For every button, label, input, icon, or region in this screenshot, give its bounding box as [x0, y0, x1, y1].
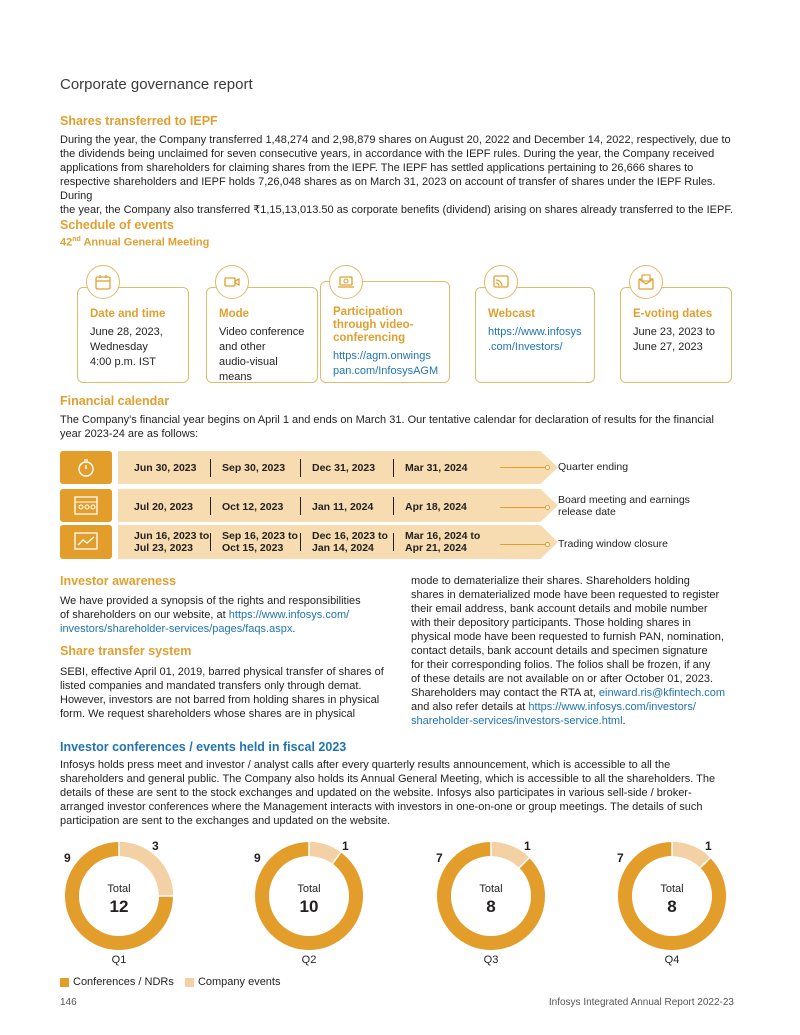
calendar-cell-line: Oct 15, 2023: [222, 542, 284, 554]
transfer-paragraph-continued: [411, 574, 751, 728]
investor-service-link[interactable]: https://www.infosys.com/investors/: [528, 701, 696, 713]
event-title: Webcast: [488, 308, 536, 320]
donut-value-events: 3: [152, 839, 159, 853]
calendar-cell-line: Sep 16, 2023 to: [222, 530, 298, 542]
calendar-divider: [210, 533, 211, 551]
conferences-heading: Investor conferences / events held in fiscal 2023: [60, 740, 347, 754]
donut-value-conferences: 9: [64, 851, 71, 865]
event-title: E-voting dates: [633, 308, 713, 320]
donut-total-label: Total: [107, 883, 131, 895]
awareness-line: We have provided a synopsis of the rights and responsibilities: [60, 595, 361, 607]
calendar-row-label-line: release date: [558, 506, 616, 518]
conferences-line: Infosys holds press meet and investor / analyst calls after every quarterly results announcement, which is accessible to all the: [60, 759, 671, 771]
donut-quarter-label: Q4: [664, 954, 680, 966]
donut-value-events: 1: [524, 839, 531, 853]
conferences-line: shareholders and general public. The Company also holds its Annual General Meeting, which is accessible to all the shareholders. The: [60, 773, 716, 785]
event-title: Mode: [219, 308, 250, 320]
legend-swatch-events: [185, 978, 194, 987]
calendar-cell: Mar 31, 2024: [405, 462, 468, 474]
calendar-row-trading: [60, 525, 510, 559]
transfer-line: form. We request shareholders whose shares are in physical: [60, 708, 356, 720]
transfer-line: their email address, bank account details and mobile number: [411, 603, 708, 615]
video-camera-icon: [215, 265, 249, 299]
iepf-heading: Shares transferred to IEPF: [60, 114, 218, 128]
calendar-row-label: Trading window closure: [558, 538, 668, 550]
transfer-line: listed companies and mandated transfers only through demat.: [60, 680, 362, 692]
page-section-title: Corporate governance report: [60, 76, 253, 93]
donut-total: [461, 883, 521, 917]
iepf-line: the year, the Company also transferred ₹1,15,13,013.50 as corporate benefits (dividend) arising on shares already transferred to the IEPF.: [60, 204, 733, 216]
donut-quarter-label: Q2: [301, 954, 317, 966]
webcast-link[interactable]: https://www.infosys: [488, 326, 582, 338]
calendar-row-label: [558, 494, 690, 518]
calendar-row-board: [60, 489, 510, 522]
awareness-heading: Investor awareness: [60, 574, 177, 588]
calendar-icon: [86, 265, 120, 299]
calendar-divider: [393, 533, 394, 551]
donut-total: [89, 883, 149, 917]
chart-legend: [60, 976, 280, 988]
callout-line: [500, 507, 546, 508]
calendar-divider: [300, 533, 301, 551]
transfer-heading: Share transfer system: [60, 644, 192, 658]
calendar-cell: [405, 530, 480, 554]
calendar-divider: [300, 459, 301, 477]
investor-service-link[interactable]: shareholder-services/investors-service.html: [411, 715, 623, 727]
faq-link[interactable]: investors/shareholder-services/pages/faqs.aspx: [60, 623, 293, 635]
calendar-cell: Sep 30, 2023: [222, 462, 286, 474]
calendar-row-label: Quarter ending: [558, 461, 629, 473]
event-line: Video conference: [219, 326, 305, 338]
report-title: Infosys Integrated Annual Report 2022-23: [548, 997, 734, 1008]
trading-chart-icon: [60, 525, 112, 559]
calendar-cell-line: Jun 16, 2023 to: [134, 530, 210, 542]
event-line: audio-visual means: [219, 356, 278, 383]
iepf-line: During the year, the Company transferred 1,48,274 and 2,98,879 shares on August 20, 2022 and December 14, 2022, respectively, due to: [60, 134, 731, 146]
donut-value-events: 1: [342, 839, 349, 853]
conferences-line: details of these are sent to the stock exchanges and updated on the website. Infosys also participates in various sell-side / broker-: [60, 787, 692, 799]
iepf-paragraph: [60, 133, 750, 217]
period: .: [292, 623, 296, 635]
iepf-line: the dividends being unclaimed for seven consecutive years, in accordance with the IEPF rules. During the year, the Company received: [60, 148, 715, 160]
rta-email-link[interactable]: einward.ris@kfintech.com: [598, 687, 726, 699]
calendar-cell: Oct 12, 2023: [222, 501, 284, 513]
event-line: 4:00 p.m. IST: [90, 356, 157, 368]
event-card-evoting: [620, 287, 732, 383]
calendar-row-quarter: [60, 451, 510, 484]
board-meeting-icon: [60, 489, 112, 522]
calendar-cell: Dec 31, 2023: [312, 462, 376, 474]
agm-label: Annual General Meeting: [80, 236, 210, 249]
agm-suffix: nd: [72, 236, 81, 243]
awareness-line: of shareholders on our website, at: [60, 609, 229, 621]
event-line: Wednesday: [90, 341, 148, 353]
calendar-cell: [312, 530, 388, 554]
transfer-line: of these details are not available on or after October 01, 2023.: [411, 673, 714, 685]
cast-icon: [484, 265, 518, 299]
transfer-line: However, investors are not barred from holding shares in physical: [60, 694, 380, 706]
calendar-cell-line: Apr 21, 2024: [405, 542, 467, 554]
event-card-webcast: [475, 287, 595, 383]
calendar-divider: [210, 459, 211, 477]
page-number: 146: [60, 997, 77, 1008]
event-title: Date and time: [90, 308, 166, 320]
donut-total-label: Total: [660, 883, 684, 895]
transfer-line: shares in dematerialized mode have been requested to register: [411, 589, 720, 601]
agm-link[interactable]: https://agm.onwings: [333, 350, 431, 362]
event-body: [488, 325, 584, 355]
donut-value-conferences: 7: [436, 851, 443, 865]
donut-quarter-label: Q1: [111, 954, 127, 966]
donut-total-value: 8: [486, 897, 496, 916]
envelope-vote-icon: [629, 265, 663, 299]
calendar-cell-line: Mar 16, 2024 to: [405, 530, 481, 542]
calendar-cell-line: Dec 16, 2023 to: [312, 530, 388, 542]
transfer-line: for their corresponding folios. The folios shall be frozen, if any: [411, 659, 711, 671]
event-body: [90, 325, 178, 370]
calendar-cell: Jan 11, 2024: [312, 501, 374, 513]
agm-link[interactable]: pan.com/InfosysAGM: [333, 365, 439, 377]
rta-text: Shareholders may contact the RTA at,: [411, 687, 599, 699]
transfer-line: with their depository participants. Those holding shares in: [411, 617, 691, 629]
faq-link[interactable]: https://www.infosys.com/: [228, 609, 350, 621]
donut-total: [279, 883, 339, 917]
callout-dot: [545, 505, 550, 510]
calendar-divider: [300, 497, 301, 515]
calendar-row-label-line: Board meeting and earnings: [558, 494, 690, 506]
calendar-cell-line: Jul 23, 2023: [134, 542, 193, 554]
iepf-line: applications from shareholders for claiming shares from the IEPF. The IEPF has settled applications pertaining to 26,666 shares to: [60, 162, 694, 174]
conferences-line: arranged investor conferences where the Management interacts with investors in one-on-one or group meetings. The details of such: [60, 801, 703, 813]
calendar-cell: Jul 20, 2023: [134, 501, 193, 513]
financial-line: The Company's financial year begins on April 1 and ends on March 31. Our tentative calendar for declaration of results for the financial: [60, 414, 714, 426]
donut-total-value: 12: [109, 897, 129, 916]
event-title: Participation through video-conferencing: [333, 306, 414, 344]
awareness-paragraph: [60, 594, 390, 636]
donut-value-events: 1: [705, 839, 712, 853]
calendar-divider: [210, 497, 211, 515]
donut-total-value: 10: [299, 897, 319, 916]
transfer-line: SEBI, effective April 01, 2019, barred physical transfer of shares of: [60, 666, 384, 678]
agm-number: 42: [60, 236, 73, 249]
event-line: June 27, 2023: [633, 341, 703, 353]
legend-label: Company events: [197, 976, 281, 988]
legend-label: Conferences / NDRs: [73, 976, 174, 988]
financial-line: year 2023-24 are as follows:: [60, 428, 199, 440]
transfer-line: mode to dematerialize their shares. Shareholders holding: [411, 575, 690, 587]
donut-value-conferences: 7: [617, 851, 624, 865]
transfer-line: physical mode have been requested to furnish PAN, nomination,: [411, 631, 724, 643]
calendar-divider: [393, 459, 394, 477]
event-card-date: [77, 287, 189, 383]
agm-subheading: [60, 236, 209, 249]
event-line: June 23, 2023 to: [633, 326, 715, 338]
stopwatch-icon: [60, 451, 112, 484]
event-body: [219, 325, 307, 385]
webcast-link[interactable]: .com/Investors/: [488, 341, 563, 353]
iepf-line: respective shareholders and IEPF holds 7,26,048 shares as on March 31, 2023 on account of transfer of shares under the IEPF Rules. During: [60, 176, 716, 202]
calendar-cell: Apr 18, 2024: [405, 501, 467, 513]
transfer-line: contact details, bank account details and specimen signature: [411, 645, 708, 657]
calendar-cell: [134, 530, 209, 554]
donut-total: [642, 883, 702, 917]
laptop-icon: [329, 265, 363, 299]
donut-quarter-label: Q3: [483, 954, 499, 966]
event-card-participation: [320, 281, 450, 383]
callout-dot: [545, 465, 550, 470]
donut-value-conferences: 9: [254, 851, 261, 865]
donut-total-value: 8: [667, 897, 677, 916]
callout-line: [500, 544, 546, 545]
conferences-line: participation are sent to the exchanges and updated on the website.: [60, 815, 391, 827]
calendar-cell-line: Jan 14, 2024: [312, 542, 374, 554]
event-line: and other: [219, 341, 266, 353]
conferences-paragraph: [60, 758, 750, 828]
donut-total-label: Total: [479, 883, 503, 895]
calendar-divider: [393, 497, 394, 515]
calendar-cell: [222, 530, 298, 554]
legend-swatch-conferences: [60, 978, 69, 987]
financial-heading: Financial calendar: [60, 394, 170, 408]
donut-total-label: Total: [297, 883, 321, 895]
event-body: [333, 349, 439, 379]
transfer-paragraph: [60, 665, 390, 721]
financial-paragraph: [60, 413, 750, 441]
calendar-cell: Jun 30, 2023: [134, 462, 197, 474]
period: .: [622, 715, 626, 727]
refer-text: and also refer details at: [411, 701, 529, 713]
event-line: June 28, 2023,: [90, 326, 163, 338]
schedule-heading: Schedule of events: [60, 218, 174, 232]
callout-dot: [545, 542, 550, 547]
event-card-mode: [206, 287, 318, 383]
callout-line: [500, 467, 546, 468]
event-body: [633, 325, 721, 355]
